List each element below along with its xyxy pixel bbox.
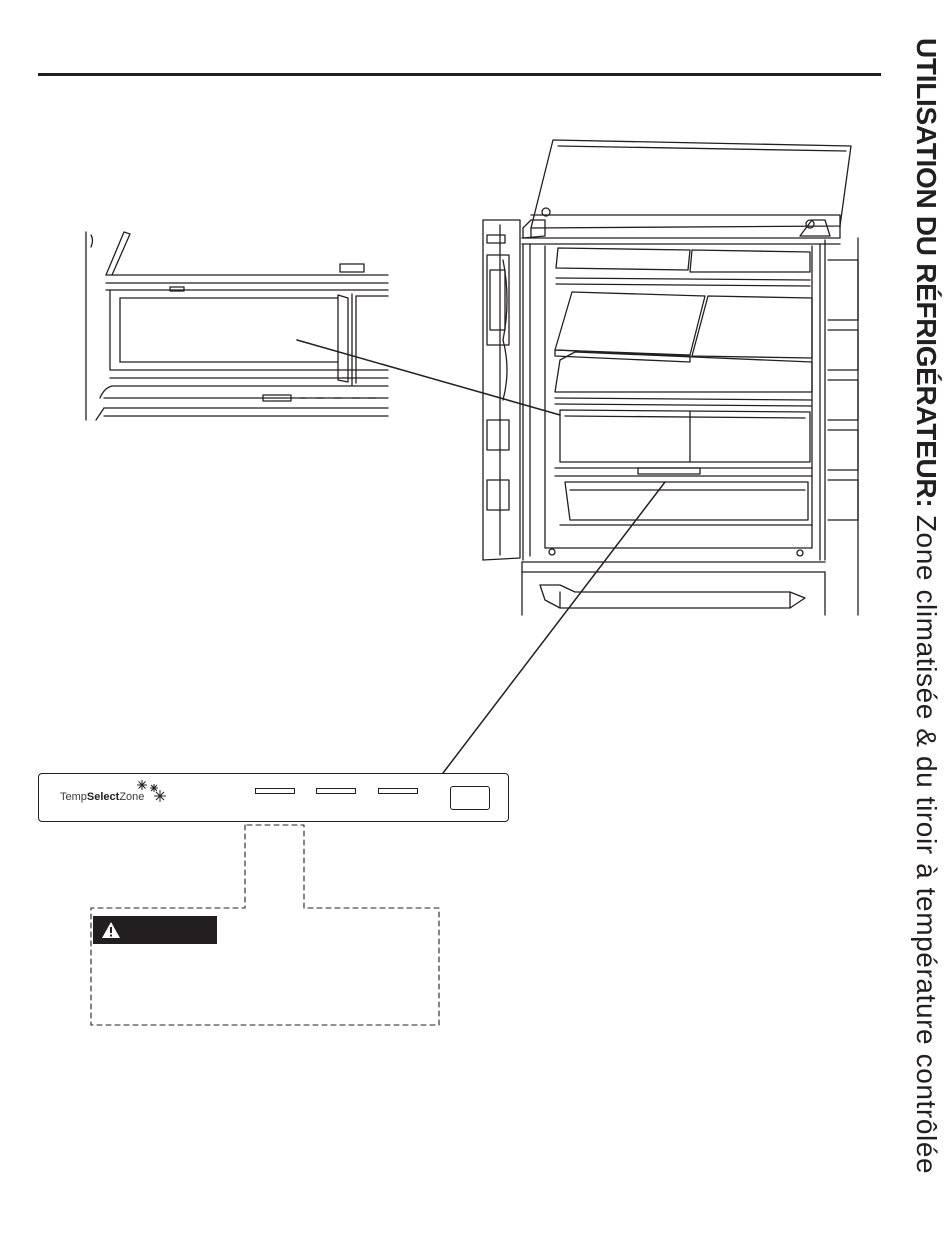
snowflake-icon bbox=[134, 778, 174, 804]
brand-prefix: Temp bbox=[60, 791, 87, 803]
temperature-indicator-3 bbox=[378, 788, 418, 794]
temperature-indicator-2 bbox=[316, 788, 356, 794]
brand-bold: Select bbox=[86, 791, 120, 803]
brand-suffix: Zone bbox=[119, 791, 145, 803]
warning-triangle-icon bbox=[101, 921, 121, 939]
temperature-indicator-1 bbox=[255, 788, 295, 794]
section-title-bold: UTILISATION DU RÉFRIGÉRATEUR: bbox=[911, 38, 942, 508]
section-title-subtitle: Zone climatisée & du tiroir à température contrôlée bbox=[911, 514, 942, 1175]
refrigerator-drawing bbox=[483, 140, 858, 615]
control-panel bbox=[38, 773, 509, 822]
warning-header bbox=[93, 916, 217, 944]
temp-select-zone-logo bbox=[60, 791, 144, 803]
select-button[interactable] bbox=[450, 786, 490, 810]
detail-zoom-drawer bbox=[86, 232, 388, 420]
